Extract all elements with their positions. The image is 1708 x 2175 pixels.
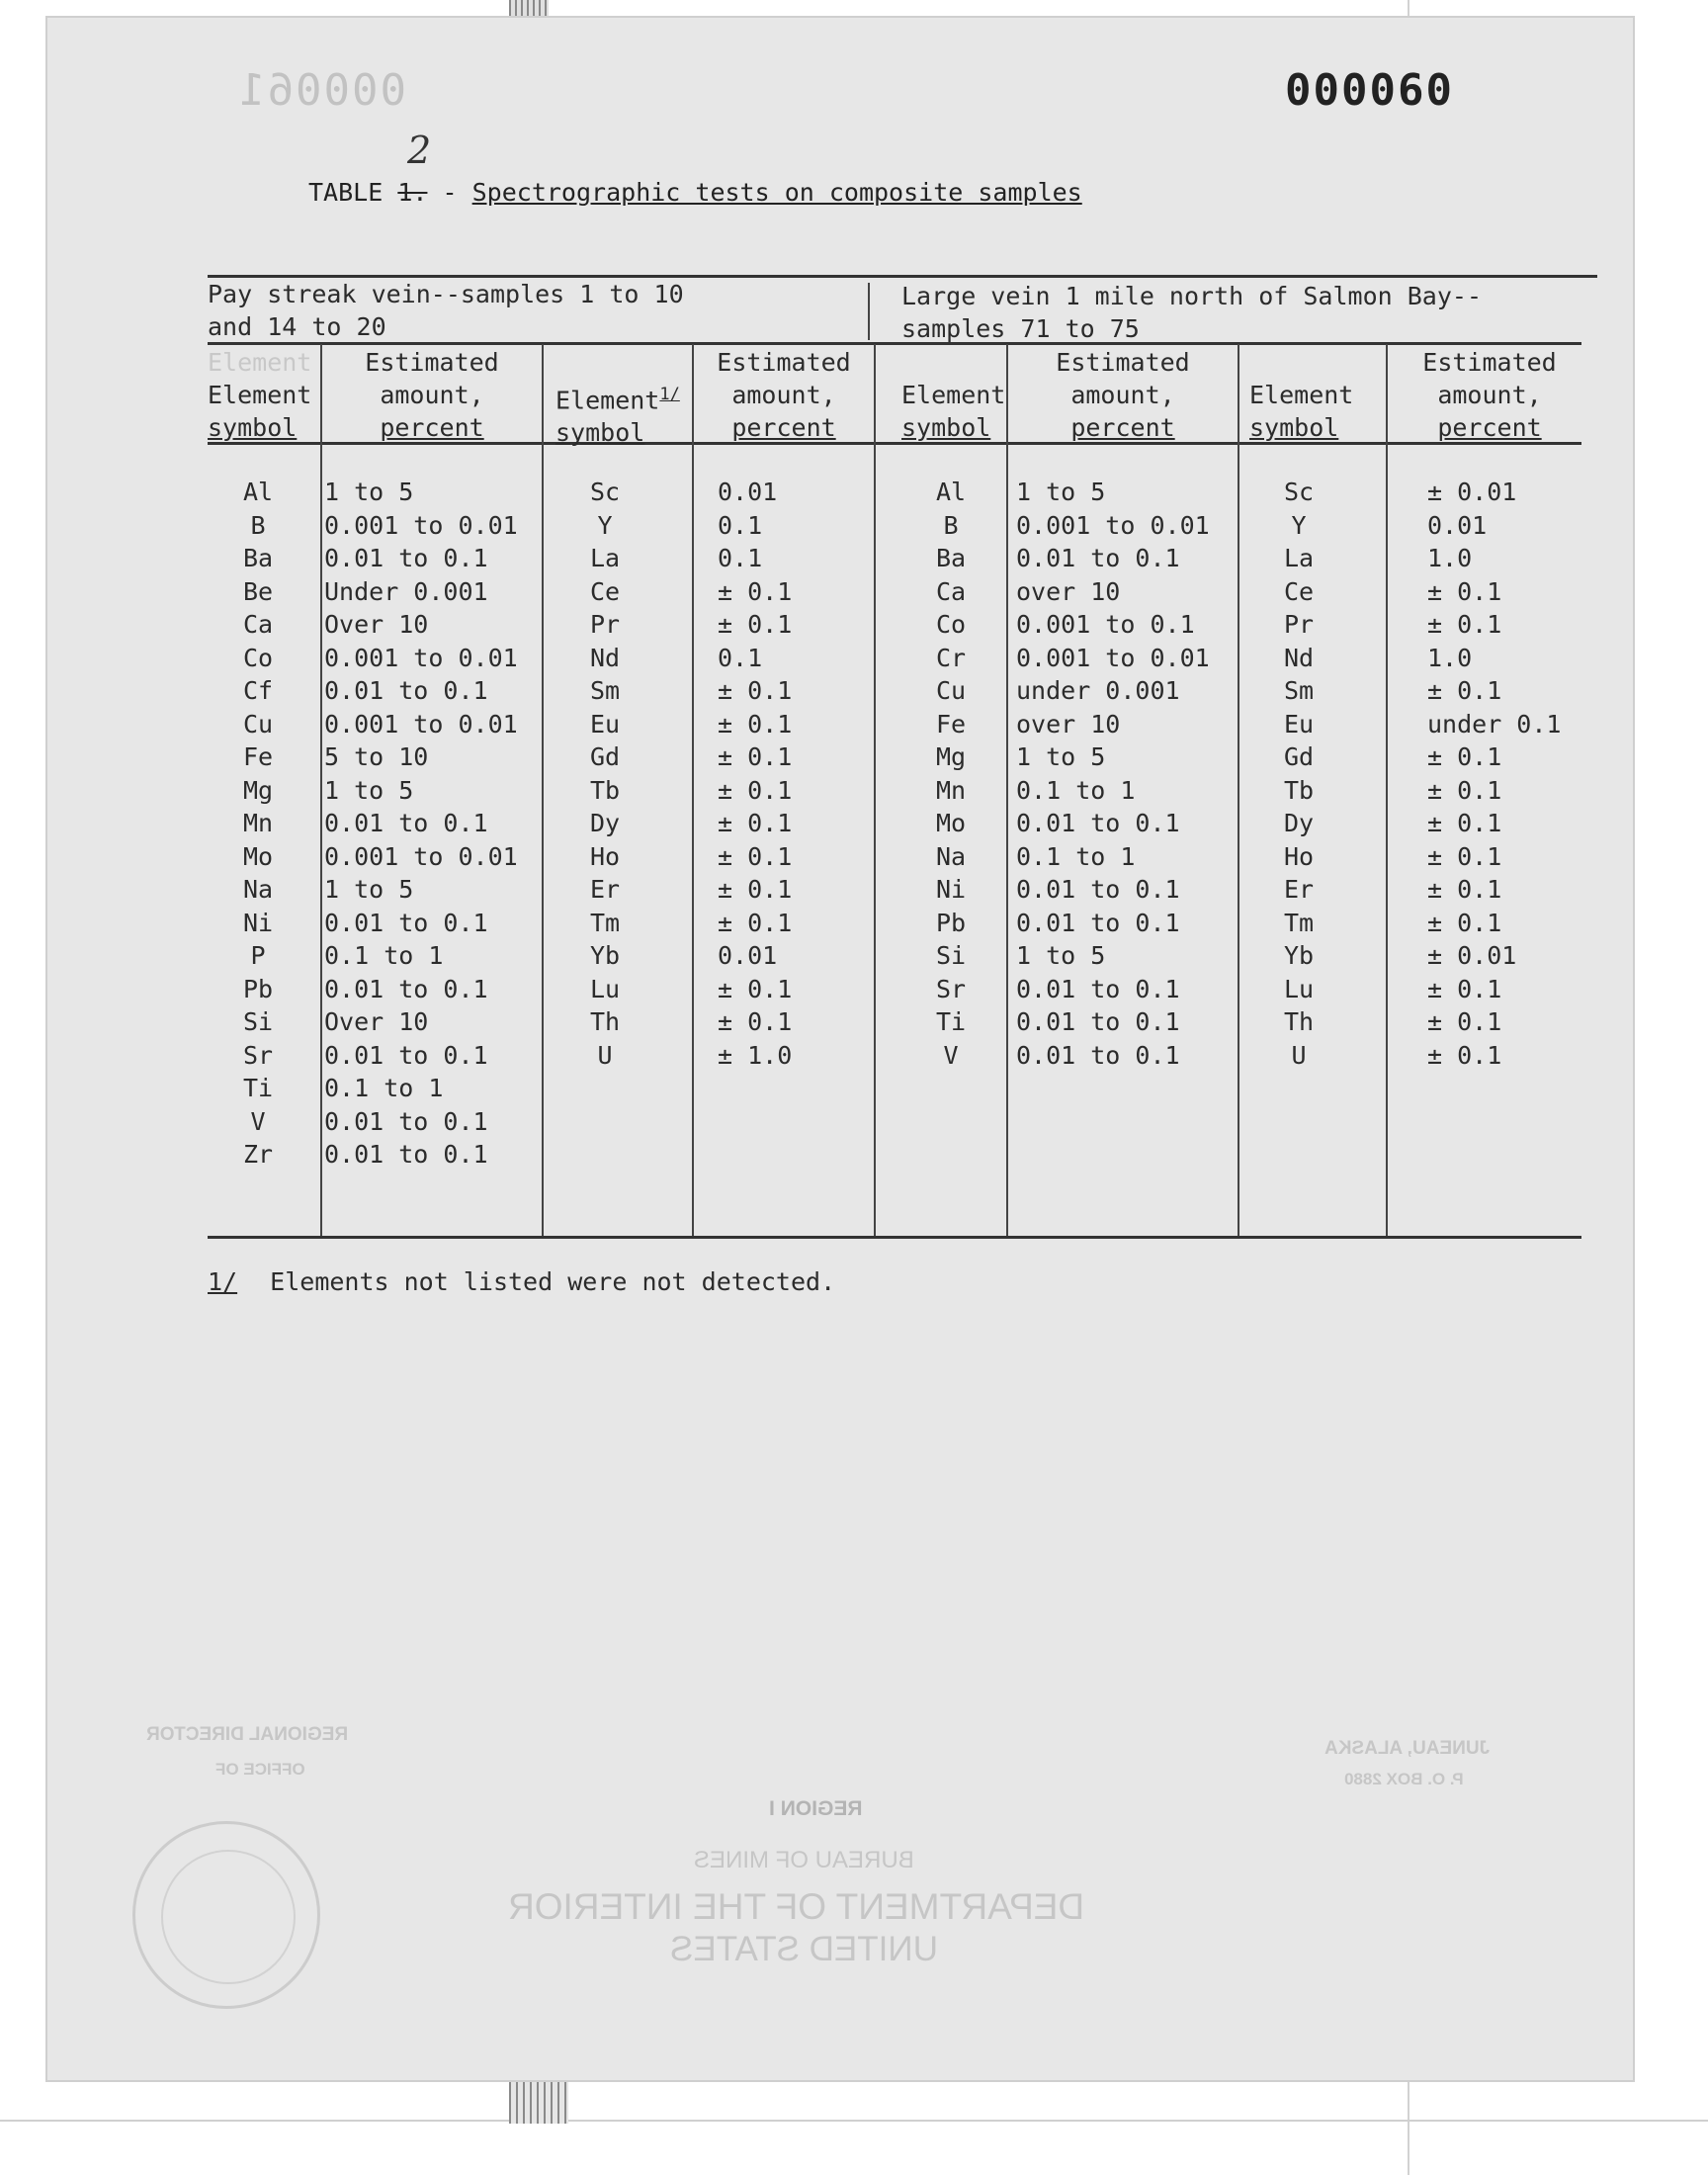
- element-symbol-cell: Tm: [589, 908, 621, 937]
- element-symbol-cell: Nd: [589, 643, 621, 672]
- estimated-amount-cell: ± 0.1: [718, 775, 793, 805]
- element-symbol-cell: Fe: [935, 709, 967, 739]
- element-symbol-cell: Nd: [1283, 643, 1315, 672]
- element-symbol-cell: B: [250, 510, 266, 540]
- estimated-amount-cell: 0.01 to 0.1: [324, 1106, 488, 1136]
- element-symbol-cell: Gd: [1283, 742, 1315, 771]
- element-symbol-cell: Er: [589, 875, 621, 904]
- element-symbol-cell: Ba: [935, 544, 967, 572]
- estimated-amount-cell: 0.001 to 0.01: [1016, 643, 1210, 672]
- element-symbol-cell: La: [1283, 544, 1315, 572]
- element-symbol-cell: Ni: [242, 908, 274, 937]
- estimated-amount-cell: 0.01 to 0.1: [324, 1140, 488, 1169]
- estimated-amount-cell: Over 10: [324, 610, 429, 639]
- element-symbol-cell: Mo: [935, 809, 967, 837]
- estimated-amount-cell: 0.1 to 1: [1016, 841, 1136, 871]
- estimated-amount-cell: 0.1: [718, 544, 763, 572]
- header-estimated-amount: Estimated amount, percent: [1056, 348, 1190, 442]
- estimated-amount-cell: ± 0.1: [718, 809, 793, 837]
- estimated-amount-cell: under 0.001: [1016, 676, 1180, 705]
- estimated-amount-cell: ± 0.1: [718, 576, 793, 606]
- column-g1-amounts: [324, 476, 518, 1172]
- estimated-amount-cell: ± 0.1: [1427, 576, 1502, 606]
- element-symbol-cell: Cf: [242, 676, 274, 705]
- element-symbol-cell: U: [597, 1040, 613, 1070]
- estimated-amount-cell: 1.0: [1427, 643, 1473, 672]
- element-symbol-cell: Zr: [242, 1140, 274, 1169]
- element-symbol-cell: Si: [935, 941, 967, 970]
- estimated-amount-cell: ± 0.1: [718, 875, 793, 904]
- estimated-amount-cell: under 0.1: [1427, 709, 1562, 739]
- element-symbol-cell: Sr: [935, 974, 967, 1003]
- element-symbol-cell: Sr: [242, 1040, 274, 1070]
- element-symbol-cell: Yb: [589, 941, 621, 970]
- group-header-large-vein: Large vein 1 mile north of Salmon Bay-- samples 71 to 75: [901, 282, 1482, 343]
- estimated-amount-cell: ± 0.1: [718, 1007, 793, 1036]
- estimated-amount-cell: 0.01 to 0.1: [1016, 908, 1180, 937]
- element-symbol-cell: Tb: [589, 775, 621, 805]
- estimated-amount-cell: ± 0.1: [1427, 974, 1502, 1003]
- header-element-symbol: Element symbol: [208, 381, 312, 442]
- estimated-amount-cell: ± 0.1: [1427, 610, 1502, 639]
- estimated-amount-cell: 0.001 to 0.01: [324, 709, 518, 739]
- element-symbol-cell: Mo: [242, 841, 274, 871]
- estimated-amount-cell: 0.01 to 0.1: [1016, 974, 1180, 1003]
- estimated-amount-cell: 0.1: [718, 643, 763, 672]
- element-symbol-cell: Gd: [589, 742, 621, 771]
- binding-edge-bottom: [509, 2082, 568, 2124]
- bleed-through-right-2: P. O. BOX 2880: [1344, 1770, 1464, 1788]
- header-estimated-amount: Estimated amount, percent: [717, 348, 851, 442]
- estimated-amount-cell: ± 0.1: [718, 676, 793, 705]
- bleed-through-seal: [132, 1821, 320, 2009]
- estimated-amount-cell: ± 0.1: [1427, 1040, 1502, 1070]
- element-symbol-cell: Dy: [1283, 809, 1315, 837]
- estimated-amount-cell: 1 to 5: [1016, 478, 1106, 506]
- estimated-amount-cell: 1 to 5: [324, 875, 414, 904]
- element-symbol-cell: La: [589, 544, 621, 572]
- element-symbol-cell: Cu: [935, 676, 967, 705]
- handwritten-table-number: 2: [407, 129, 432, 172]
- estimated-amount-cell: 0.001 to 0.01: [324, 510, 518, 540]
- estimated-amount-cell: ± 0.1: [718, 709, 793, 739]
- table-bottom-rule: [208, 1236, 1581, 1239]
- column-divider: [1386, 344, 1388, 1236]
- estimated-amount-cell: ± 1.0: [718, 1040, 793, 1070]
- estimated-amount-cell: 1.0: [1427, 544, 1473, 572]
- element-symbol-cell: Eu: [589, 709, 621, 739]
- element-symbol-cell: Ti: [935, 1007, 967, 1036]
- element-symbol-cell: V: [943, 1040, 959, 1070]
- estimated-amount-cell: 0.001 to 0.1: [1016, 610, 1195, 639]
- element-symbol-cell: Al: [242, 478, 274, 506]
- element-symbol-cell: Ho: [589, 841, 621, 871]
- element-symbol-cell: Ni: [935, 875, 967, 904]
- column-divider: [874, 344, 876, 1236]
- estimated-amount-cell: 0.01 to 0.1: [1016, 1040, 1180, 1070]
- estimated-amount-cell: ± 0.01: [1427, 478, 1517, 506]
- column-divider: [692, 344, 694, 1236]
- element-symbol-cell: Lu: [1283, 974, 1315, 1003]
- estimated-amount-cell: 0.01 to 0.1: [324, 974, 488, 1003]
- estimated-amount-cell: 0.01 to 0.1: [324, 676, 488, 705]
- bleed-through-center-2: BUREAU OF MINES: [694, 1847, 914, 1873]
- estimated-amount-cell: 0.01: [718, 478, 778, 506]
- header-element-symbol: Element symbol: [901, 381, 1006, 442]
- column-g4-symbols: [1265, 476, 1332, 1072]
- estimated-amount-cell: 1 to 5: [324, 775, 414, 805]
- title-prefix: TABLE: [308, 178, 384, 207]
- element-symbol-cell: Na: [935, 841, 967, 871]
- estimated-amount-cell: 0.1 to 1: [324, 1074, 444, 1102]
- estimated-amount-cell: 1 to 5: [1016, 941, 1106, 970]
- element-symbol-cell: Mg: [242, 775, 274, 805]
- estimated-amount-cell: Over 10: [324, 1007, 429, 1036]
- bleed-through-center-4: UNITED STATES: [670, 1930, 938, 1968]
- scan-crop-line-horizontal: [0, 2120, 1708, 2122]
- estimated-amount-cell: ± 0.01: [1427, 941, 1517, 970]
- estimated-amount-cell: 0.01 to 0.1: [324, 1040, 488, 1070]
- element-symbol-cell: Ce: [589, 576, 621, 606]
- element-symbol-cell: Ca: [242, 610, 274, 639]
- element-symbol-cell: Ti: [242, 1074, 274, 1102]
- element-symbol-cell: Si: [242, 1007, 274, 1036]
- footnote-mark: 1/: [208, 1267, 238, 1296]
- estimated-amount-cell: 0.01 to 0.1: [1016, 809, 1180, 837]
- estimated-amount-cell: 1 to 5: [324, 478, 414, 506]
- bleed-through-left-2: OFFICE OF: [215, 1760, 305, 1779]
- footnote-ref-mark: 1/: [659, 385, 680, 404]
- title-dash: -: [442, 178, 458, 207]
- element-symbol-cell: Y: [1291, 510, 1307, 540]
- estimated-amount-cell: 0.01 to 0.1: [1016, 544, 1180, 572]
- title-struck-number: 1.: [397, 178, 428, 207]
- element-symbol-cell: Ho: [1283, 841, 1315, 871]
- element-symbol-cell: Be: [242, 576, 274, 606]
- group-divider: [868, 283, 870, 340]
- element-symbol-cell: Cr: [935, 643, 967, 672]
- element-symbol-cell: Pb: [242, 974, 274, 1003]
- element-symbol-cell: Th: [589, 1007, 621, 1036]
- header-estimated-amount: Estimated amount, percent: [1422, 348, 1557, 442]
- element-symbol-cell: U: [1291, 1040, 1307, 1070]
- element-symbol-cell: Sm: [1283, 676, 1315, 705]
- estimated-amount-cell: 0.1: [718, 510, 763, 540]
- estimated-amount-cell: 0.001 to 0.01: [324, 841, 518, 871]
- estimated-amount-cell: ± 0.1: [1427, 875, 1502, 904]
- estimated-amount-cell: 0.01 to 0.1: [324, 544, 488, 572]
- element-symbol-cell: Tm: [1283, 908, 1315, 937]
- column-divider: [320, 344, 322, 1236]
- estimated-amount-cell: ± 0.1: [1427, 841, 1502, 871]
- element-symbol-cell: Dy: [589, 809, 621, 837]
- estimated-amount-cell: 0.01: [1427, 510, 1488, 540]
- estimated-amount-cell: 0.01: [718, 941, 778, 970]
- page-number: 000060: [1285, 65, 1454, 116]
- estimated-amount-cell: ± 0.1: [1427, 809, 1502, 837]
- estimated-amount-cell: Under 0.001: [324, 576, 488, 606]
- estimated-amount-cell: ± 0.1: [718, 841, 793, 871]
- estimated-amount-cell: 0.001 to 0.01: [1016, 510, 1210, 540]
- header-estimated-amount: Estimated amount, percent: [365, 348, 499, 442]
- estimated-amount-cell: 0.01 to 0.1: [1016, 1007, 1180, 1036]
- element-symbol-cell: Cu: [242, 709, 274, 739]
- column-g2-amounts: [718, 476, 792, 1072]
- element-symbol-cell: Mn: [935, 775, 967, 805]
- estimated-amount-cell: 0.01 to 0.1: [324, 908, 488, 937]
- estimated-amount-cell: ± 0.1: [1427, 742, 1502, 771]
- estimated-amount-cell: ± 0.1: [1427, 676, 1502, 705]
- estimated-amount-cell: 0.1 to 1: [1016, 775, 1136, 805]
- footnote-text: Elements not listed were not detected.: [270, 1267, 836, 1296]
- header-element-symbol-ref: Element$^{1/}$ symbol: [555, 385, 680, 448]
- element-symbol-cell: Al: [935, 478, 967, 506]
- element-symbol-cell: Ce: [1283, 576, 1315, 606]
- column-g3-amounts: [1016, 476, 1210, 1072]
- struck-header-text: Element: [208, 348, 312, 377]
- estimated-amount-cell: over 10: [1016, 709, 1121, 739]
- element-symbol-cell: V: [250, 1106, 266, 1136]
- estimated-amount-cell: ± 0.1: [1427, 775, 1502, 805]
- estimated-amount-cell: 0.01 to 0.1: [324, 809, 488, 837]
- bleed-through-left-1: REGIONAL DIRECTOR: [146, 1724, 349, 1745]
- element-symbol-cell: Pr: [589, 610, 621, 639]
- element-symbol-cell: Th: [1283, 1007, 1315, 1036]
- element-symbol-cell: Sm: [589, 676, 621, 705]
- element-symbol-cell: Co: [242, 643, 274, 672]
- element-symbol-cell: Eu: [1283, 709, 1315, 739]
- estimated-amount-cell: 1 to 5: [1016, 742, 1106, 771]
- estimated-amount-cell: ± 0.1: [718, 908, 793, 937]
- element-symbol-cell: B: [943, 510, 959, 540]
- element-symbol-cell: Co: [935, 610, 967, 639]
- element-symbol-cell: Fe: [242, 742, 274, 771]
- element-symbol-cell: P: [250, 941, 266, 970]
- element-symbol-cell: Sc: [589, 478, 621, 506]
- element-symbol-cell: Sc: [1283, 478, 1315, 506]
- column-divider: [1238, 344, 1239, 1236]
- estimated-amount-cell: 0.001 to 0.01: [324, 643, 518, 672]
- column-g4-amounts: [1427, 476, 1561, 1072]
- bleed-through-right-1: JUNEAU, ALASKA: [1324, 1738, 1491, 1759]
- group-header-pay-streak: Pay streak vein--samples 1 to 10 and 14 to 20: [208, 280, 684, 341]
- element-symbol-cell: Lu: [589, 974, 621, 1003]
- estimated-amount-cell: 5 to 10: [324, 742, 429, 771]
- estimated-amount-cell: ± 0.1: [1427, 908, 1502, 937]
- element-symbol-cell: Pb: [935, 908, 967, 937]
- element-symbol-cell: Na: [242, 875, 274, 904]
- element-symbol-cell: Ca: [935, 576, 967, 606]
- element-symbol-cell: Y: [597, 510, 613, 540]
- element-symbol-cell: Pr: [1283, 610, 1315, 639]
- estimated-amount-cell: ± 0.1: [718, 742, 793, 771]
- column-g2-symbols: [571, 476, 639, 1072]
- element-symbol-cell: Yb: [1283, 941, 1315, 970]
- footnote: [208, 1267, 835, 1296]
- header-element-symbol: Element symbol: [1249, 381, 1354, 442]
- bleed-through-center-3: DEPARTMENT OF THE INTERIOR: [508, 1886, 1085, 1927]
- title-text: Spectrographic tests on composite samples: [471, 178, 1082, 207]
- element-symbol-cell: Ba: [242, 544, 274, 572]
- estimated-amount-cell: ± 0.1: [1427, 1007, 1502, 1036]
- bleed-through-page-number: 000061: [237, 65, 406, 116]
- element-symbol-cell: Mg: [935, 742, 967, 771]
- bleed-through-center-1: REGION I: [769, 1797, 863, 1820]
- estimated-amount-cell: over 10: [1016, 576, 1121, 606]
- element-symbol-cell: Tb: [1283, 775, 1315, 805]
- element-symbol-cell: Er: [1283, 875, 1315, 904]
- column-g1-symbols: [223, 476, 293, 1172]
- column-divider: [542, 344, 544, 1236]
- estimated-amount-cell: 0.01 to 0.1: [1016, 875, 1180, 904]
- estimated-amount-cell: 0.1 to 1: [324, 941, 444, 970]
- element-symbol-cell: Mn: [242, 809, 274, 837]
- estimated-amount-cell: ± 0.1: [718, 974, 793, 1003]
- estimated-amount-cell: ± 0.1: [718, 610, 793, 639]
- column-divider: [1006, 344, 1008, 1236]
- column-g3-symbols: [917, 476, 984, 1072]
